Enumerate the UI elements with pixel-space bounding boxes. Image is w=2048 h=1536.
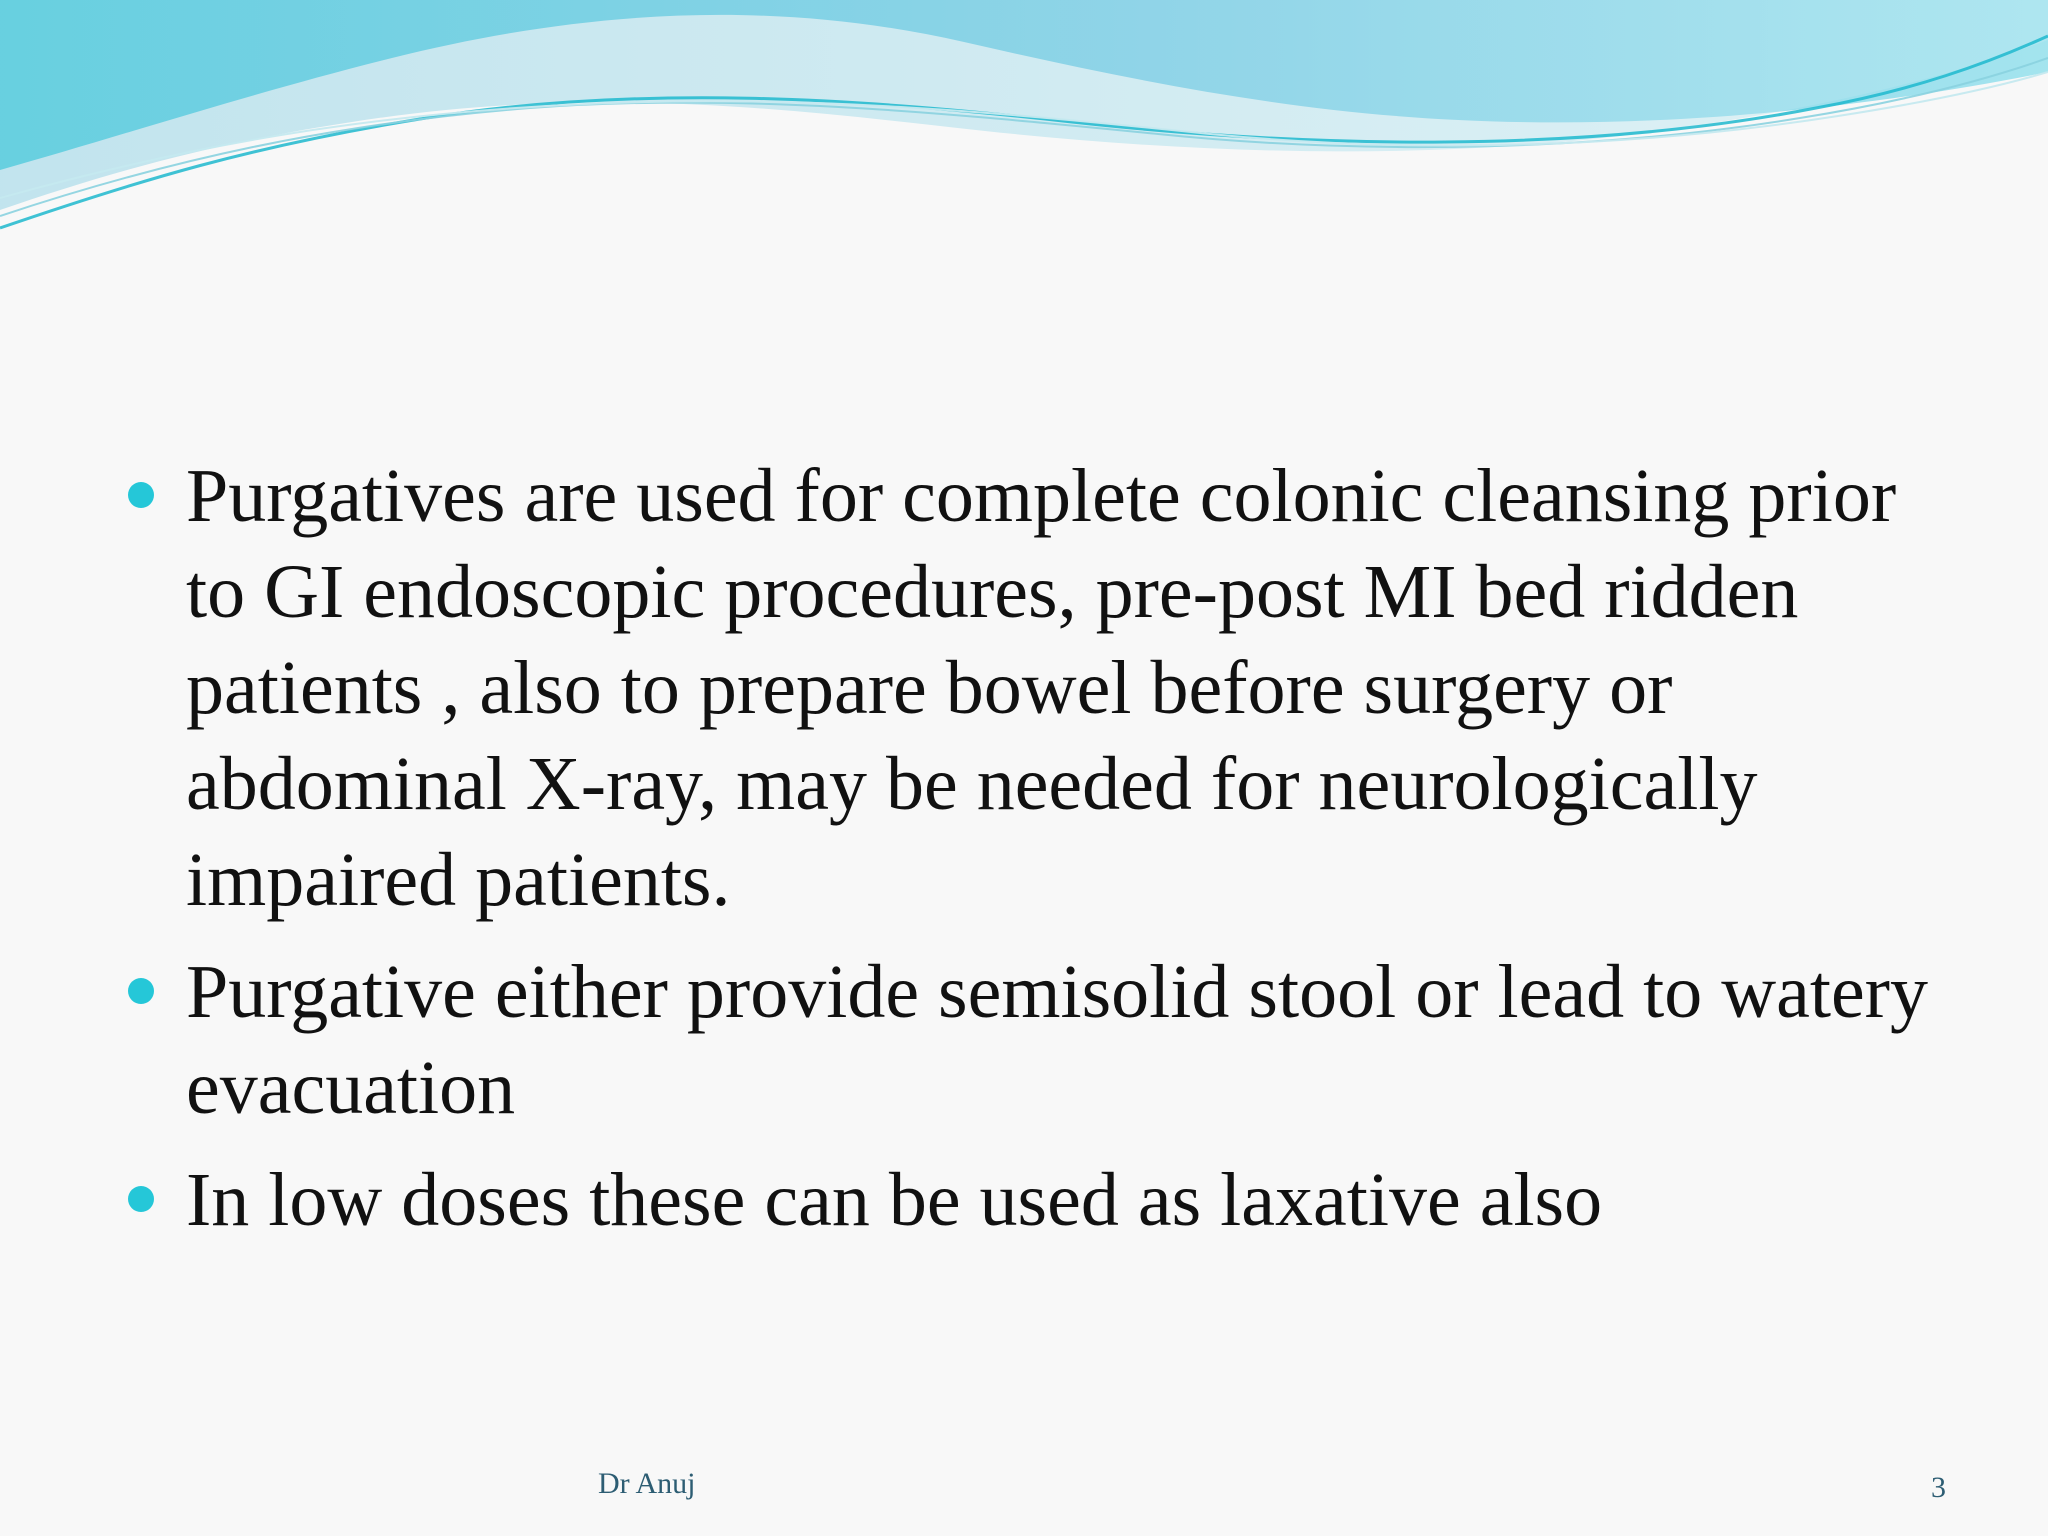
- bullet-text-3: In low doses these can be used as laxative also: [186, 1158, 1603, 1242]
- bullet-item-3: [128, 1152, 1928, 1248]
- bullet-text-2: Purgative either provide semisolid stool or lead to watery evacuation: [186, 950, 1928, 1130]
- footer-author: Dr Anuj: [598, 1467, 696, 1500]
- page-number: 3: [1931, 1471, 1946, 1504]
- bullet-text-1: Purgatives are used for complete colonic cleansing prior to GI endoscopic procedures, pre-post MI bed ridden patients , also to prepare bowel before surgery or abdominal X-ray, may be needed for neurologically impaired patients.: [186, 454, 1897, 922]
- bullet-dot-icon: [128, 1186, 154, 1212]
- bullet-dot-icon: [128, 978, 154, 1004]
- header-wave-decoration: [0, 0, 2048, 240]
- bullet-dot-icon: [128, 482, 154, 508]
- bullet-item-1: [128, 448, 1928, 928]
- bullet-list: [128, 448, 1928, 1264]
- bullet-item-2: [128, 944, 1928, 1136]
